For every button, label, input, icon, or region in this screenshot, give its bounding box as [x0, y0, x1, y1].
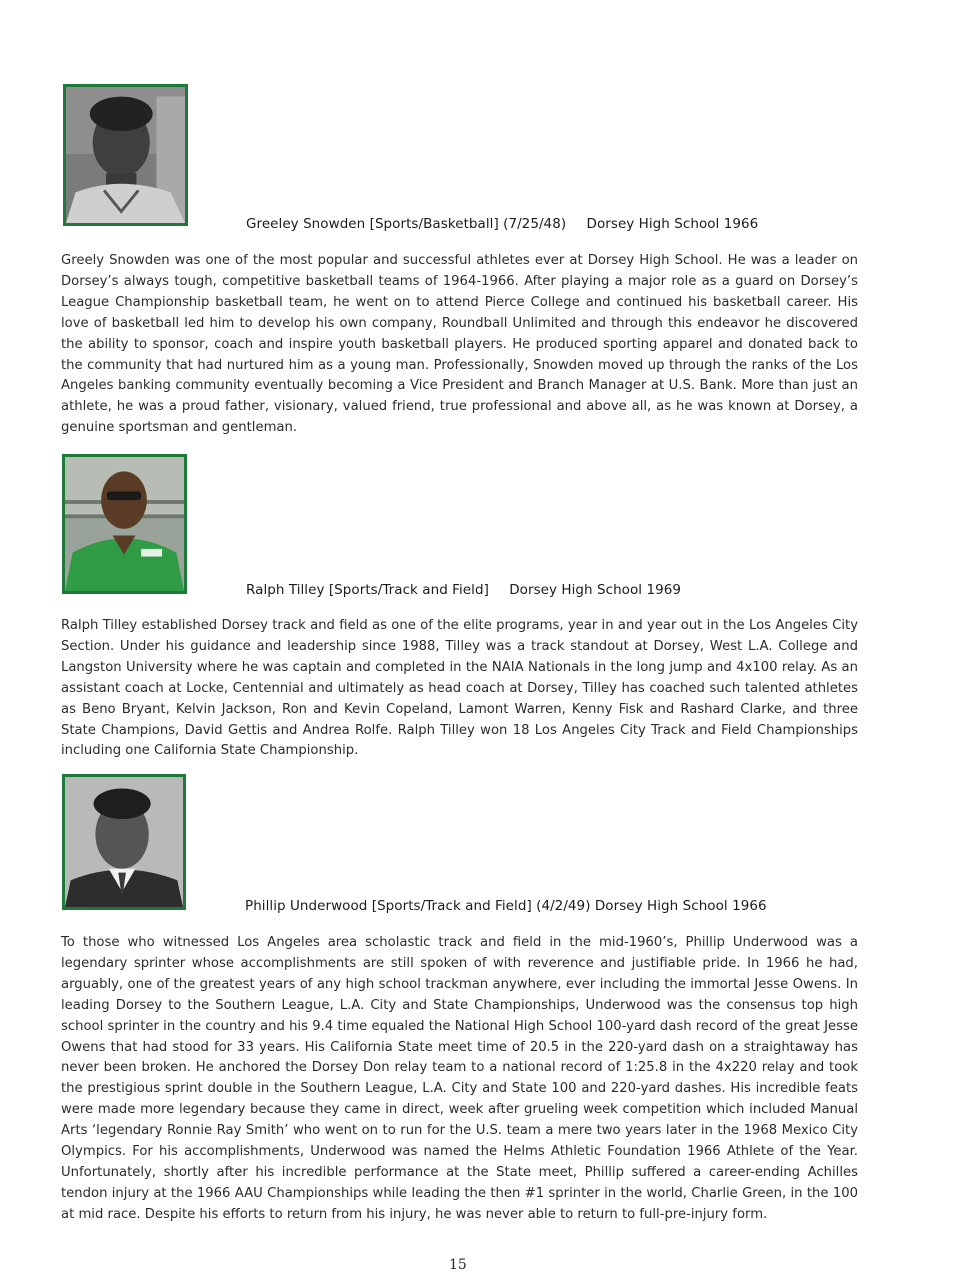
page-number: 15 [449, 1257, 467, 1273]
greeley-snowden-caption [246, 216, 758, 232]
phillip-underwood-caption [245, 898, 767, 914]
greeley-snowden-bio: Greely Snowden was one of the most popular and successful athletes ever at Dorsey High School. He was a leader on Dorsey’s always tough, competitive basketball teams of 1964-1966. After playing a major role as a guard on Dorsey’s League Championship basketball team, he went on to attend Pierce College and continued his basketball career. His love of basketball led him to develop his own company, Roundball Unlimited and through this endeavor he discovered the ability to sponsor, coach and inspire youth basketball players. He produced sporting apparel and donated back to the community that had nurtured him as a young man. Professionally, Snowden moved up through the ranks of the Los Angeles banking community eventually becoming a Vice President and Branch Manager at U.S. Bank. More than just an athlete, he was a proud father, visionary, valued friend, true professional and above all, as he was known at Dorsey, a genuine sportsman and gentleman. [61, 253, 858, 436]
caption-school: Dorsey High School [509, 582, 643, 598]
ralph-tilley-photo [62, 454, 187, 594]
phillip-underwood-photo [62, 774, 186, 910]
caption-school: Dorsey High School [594, 898, 728, 914]
caption-year: 1966 [732, 898, 767, 914]
caption-name: Ralph Tilley [246, 582, 325, 598]
phillip-underwood-bio: To those who witnessed Los Angeles area scholastic track and field in the mid-1960’s, Phillip Underwood was a legendary sprinter whose accomplishments are still spoken of with reverence and justifiable pride. In 1966 he had, arguably, one of the greatest years of any high school trackman anywhere, ever including the immortal Jesse Owens. In leading Dorsey to the Southern League, L.A. City and State Championships, Underwood was the consensus top high school sprinter in the country and his 9.4 time equaled the National High School 100-yard dash record of the great Jesse Owens that had stood for 33 years. His California State meet time of 20.5 in the 220-yard dash on a straightaway has never been broken. He anchored the Dorsey Don relay team to a national record of 1:25.8 in the 4x220 relay and took the prestigious sprint double in the Southern League, L.A. City and State 100 and 220-yard dashes. His incredible feats were made more legendary because they came in direct, week after grueling week competition which included Manual Arts ‘legendary Ronnie Ray Smith’ who went on to run for the U.S. team a mere two years later in the 1968 Mexico City Olympics. For his accomplishments, Underwood was named the Helms Athletic Foundation 1966 Athlete of the Year. Unfortunately, shortly after his incredible performance at the State meet, Phillip suffered a career-ending Achilles tendon injury at the 1966 AAU Championships while leading the then #1 sprinter in the world, Charlie Green, in the 100 at mid race. Despite his efforts to return from his injury, he was never able to return to full-pre-injury form. [61, 935, 858, 1222]
caption-school: Dorsey High School [586, 216, 720, 232]
ralph-tilley-caption [246, 582, 681, 598]
caption-name: Greeley Snowden [246, 216, 366, 232]
caption-dob: (4/2/49) [536, 898, 591, 914]
caption-category: [Sports/Track and Field] [328, 582, 489, 598]
caption-year: 1966 [723, 216, 759, 232]
caption-year: 1969 [646, 582, 682, 598]
caption-name: Phillip Underwood [245, 898, 368, 914]
caption-category: [Sports/Basketball] [369, 216, 499, 232]
caption-dob: (7/25/48) [503, 216, 567, 232]
caption-category: [Sports/Track and Field] [371, 898, 532, 914]
greeley-snowden-photo [63, 84, 188, 226]
ralph-tilley-bio: Ralph Tilley established Dorsey track and field as one of the elite programs, year in and year out in the Los Angeles City Section. Under his guidance and leadership since 1988, Tilley was a track standout at Dorsey, West L.A. College and Langston University where he was captain and completed in the NAIA Nationals in the long jump and 4x100 relay. As an assistant coach at Locke, Centennial and ultimately as head coach at Dorsey, Tilley has coached such talented athletes as Beno Bryant, Kelvin Jackson, Ron and Kevin Copeland, Lamont Warren, Kenny Fisk and Rashard Clarke, and three State Champions, David Gettis and Andrea Rolfe. Ralph Tilley won 18 Los Angeles City Track and Field Championships including one California State Championship. [61, 618, 858, 759]
